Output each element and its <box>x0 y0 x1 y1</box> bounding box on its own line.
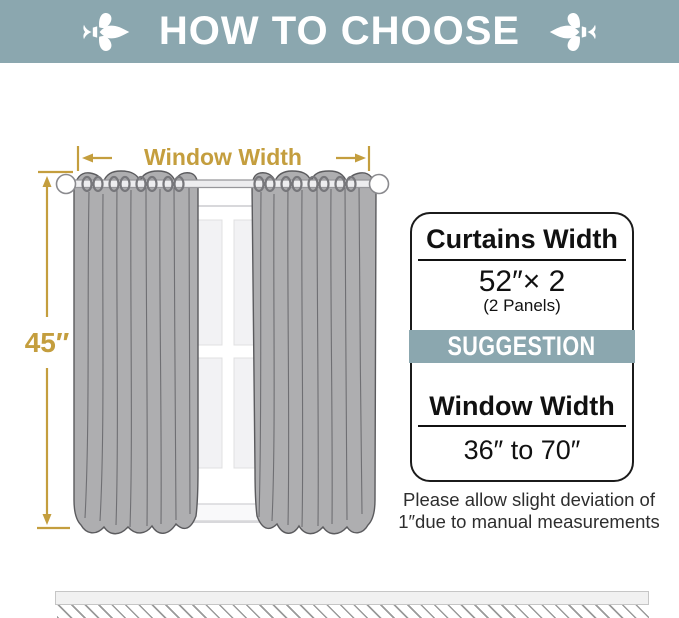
window-width-title: Window Width <box>429 391 615 421</box>
curtains-width-title: Curtains Width <box>426 224 618 254</box>
divider <box>418 259 626 261</box>
panels-note: (2 Panels) <box>483 296 561 315</box>
curtains-width-value: 52″× 2 <box>478 265 566 298</box>
measurement-disclaimer <box>393 489 665 533</box>
suggestion-label: SUGGESTION <box>447 331 597 361</box>
fleur-de-lis-icon <box>548 3 606 61</box>
size-info-box <box>410 212 634 482</box>
curtain-panel-right <box>252 171 376 534</box>
disclaimer-line-2: 1″due to manual measurements <box>398 511 660 532</box>
curtain-panel-left <box>74 171 198 534</box>
suggestion-banner <box>409 330 635 363</box>
window-width-label: Window Width <box>144 144 302 170</box>
floor-bar <box>55 591 649 605</box>
window-width-range: 36″ to 70″ <box>463 435 581 465</box>
curtain-window-illustration <box>0 130 410 590</box>
disclaimer-line-1: Please allow slight deviation of <box>403 489 655 510</box>
floor-hatching <box>57 605 649 618</box>
fleur-de-lis-icon <box>73 3 131 61</box>
height-label: 45″ <box>24 327 70 358</box>
page-title: HOW TO CHOOSE <box>158 9 521 53</box>
header-banner <box>0 0 679 63</box>
divider <box>418 425 626 427</box>
